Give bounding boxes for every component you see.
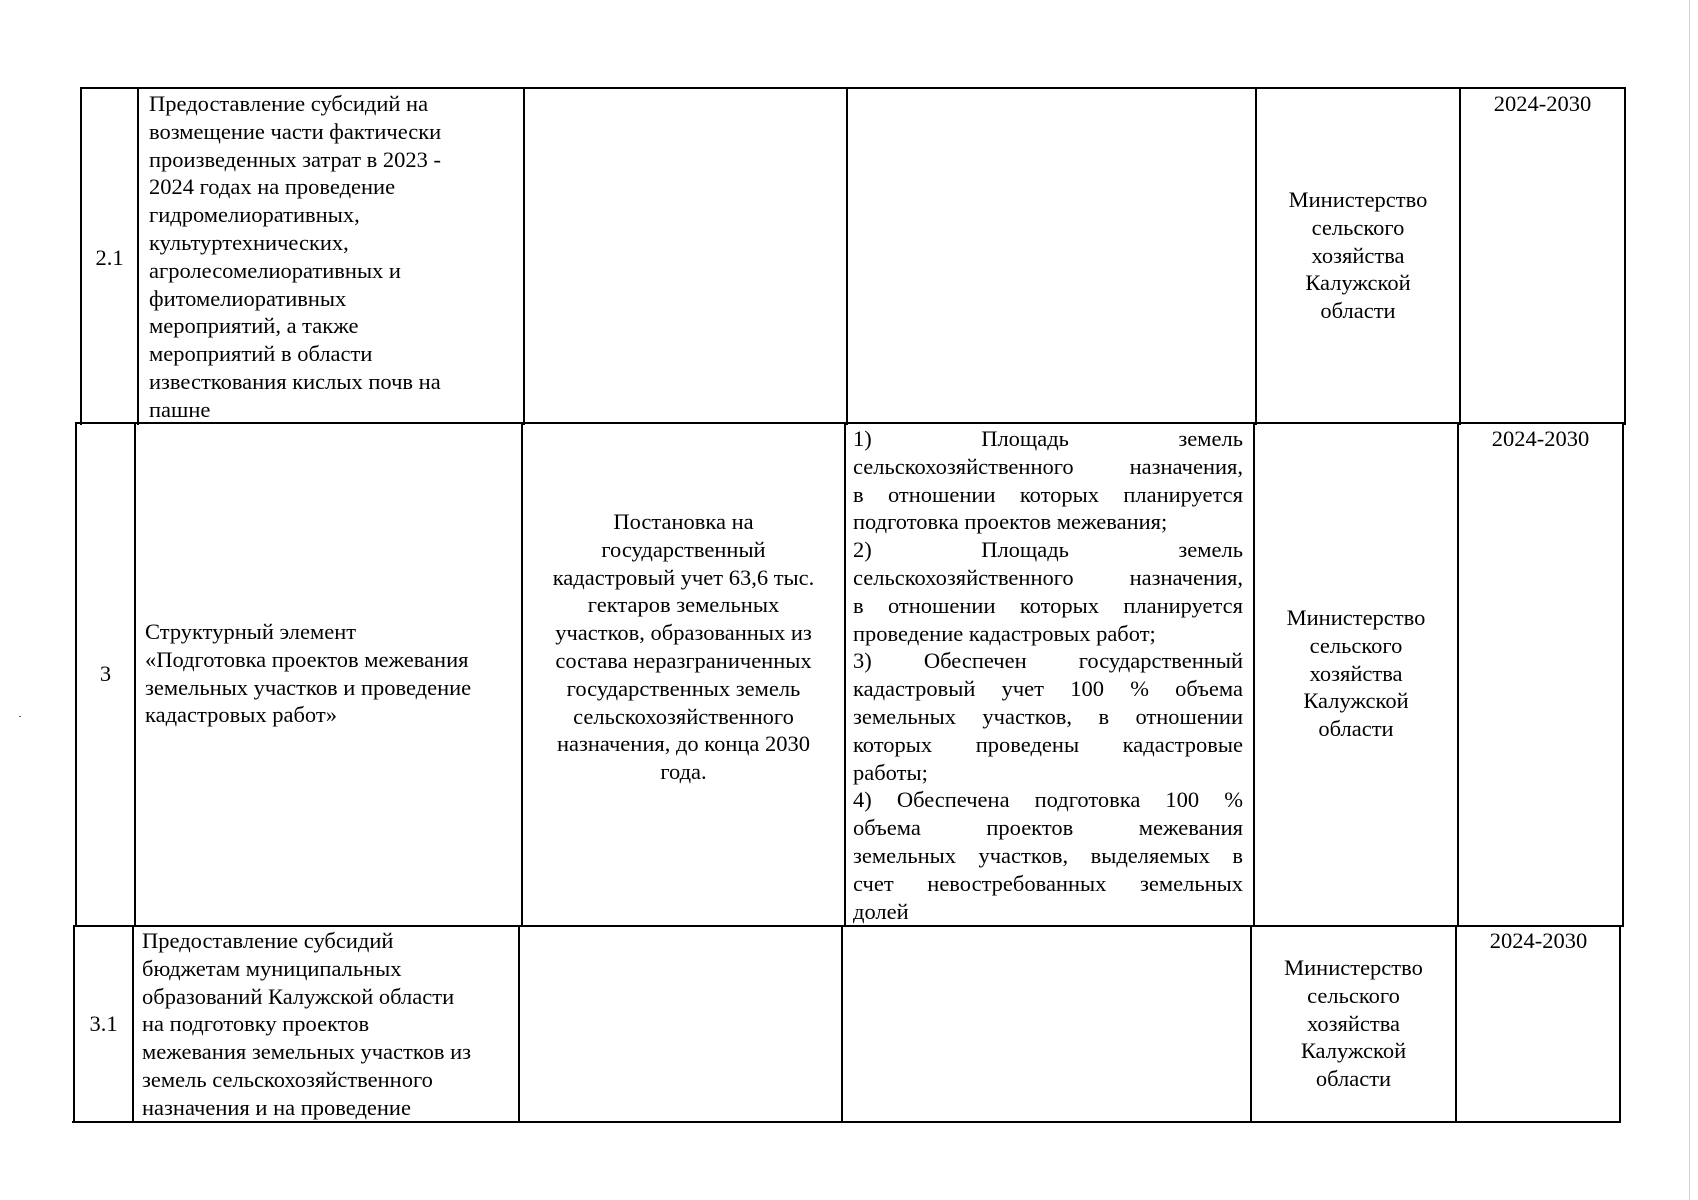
result-line: сельскохозяйственного назначения, (853, 564, 1243, 590)
result-line: подготовка проектов межевания; (853, 509, 1168, 535)
measure-name-cell (142, 927, 518, 1121)
column-divider (1622, 422, 1624, 927)
measure-name: Структурный элемент «Подготовка проектов межевания земельных участков и проведение кадастровых работ» (145, 619, 472, 728)
implementation-period: 2024-2030 (1491, 426, 1590, 451)
period-cell (1457, 927, 1620, 957)
responsible-cell (1255, 604, 1457, 744)
column-divider (841, 925, 843, 1123)
table-border-bottom (72, 1121, 1620, 1123)
result-line: сельскохозяйственного назначения, (853, 453, 1243, 479)
result-line: 3) Обеспечен государственный (853, 648, 1243, 674)
implementation-period: 2024-2030 (1489, 928, 1588, 953)
row-number-cell (82, 244, 137, 274)
row-divider (75, 422, 1626, 424)
result-line: объема проектов межевания (853, 815, 1243, 841)
result-cell (853, 425, 1243, 925)
table-border-top (80, 87, 1626, 89)
result-line: в отношении которых планируется (853, 481, 1243, 507)
row-number: 2.1 (95, 245, 124, 270)
column-divider (523, 87, 525, 425)
responsible-agency: Министерство сельского хозяйства Калужской области (1286, 605, 1426, 742)
column-divider (1457, 422, 1459, 927)
period-cell (1459, 425, 1622, 455)
column-divider (844, 422, 846, 927)
measure-name: Предоставление субсидий на возмещение части фактически произведенных затрат в 2023 - 2024 годах на проведение гидромелиоративных, культуртехнических, агролесомелиоративных и фитомелиоративных мероприятий, а также мероприятий в области известкования кислых почв на пашне (149, 91, 442, 422)
column-divider (1624, 87, 1626, 425)
measure-name-cell (145, 618, 521, 734)
responsible-agency: Министерство сельского хозяйства Калужской области (1284, 955, 1423, 1092)
responsible-cell (1257, 186, 1459, 326)
row-number-cell (77, 660, 134, 690)
result-line: земельных участков, выделяемых в (853, 842, 1243, 868)
result-line: в отношении которых планируется (853, 592, 1243, 618)
column-divider (1459, 87, 1461, 425)
column-divider (132, 925, 134, 1123)
measure-name-cell (149, 90, 521, 422)
column-divider (134, 422, 136, 927)
result-line: кадастровый учет 100 % объема (853, 676, 1243, 702)
responsible-cell (1252, 954, 1455, 1094)
result-line: долей (853, 898, 909, 924)
column-divider (518, 925, 520, 1123)
result-line: проведение кадастровых работ; (853, 620, 1156, 646)
implementation-period: 2024-2030 (1493, 91, 1592, 116)
measure-name: Предоставление субсидий бюджетам муниципальных образований Калужской области на подготовку проектов межевания земельных участков из земель сельскохозяйственного назначения и на проведение (142, 928, 472, 1120)
result-line: счет невостребованных земельных (853, 870, 1243, 896)
result-line: 1) Площадь земель (853, 426, 1243, 451)
task-description: Постановка на государственный кадастровый учет 63,6 тыс. гектаров земельных участков, образованных из состава неразграниченных государственных земель сельскохозяйственного назначения, до конца 2030 года. (552, 509, 815, 785)
task-cell (523, 508, 844, 792)
period-cell (1461, 90, 1624, 120)
result-line: 2) Площадь земель (853, 537, 1243, 563)
row-number: 3.1 (89, 1011, 118, 1036)
result-line: 4) Обеспечена подготовка 100 % (853, 787, 1243, 813)
result-line: которых проведены кадастровые (853, 731, 1243, 757)
row-number: 3 (99, 661, 112, 686)
column-divider (846, 87, 848, 425)
result-line: земельных участков, в отношении (853, 703, 1243, 729)
responsible-agency: Министерство сельского хозяйства Калужской области (1288, 187, 1428, 324)
row-number-cell (75, 1010, 132, 1040)
column-divider (137, 87, 139, 425)
result-line: работы; (853, 759, 928, 785)
